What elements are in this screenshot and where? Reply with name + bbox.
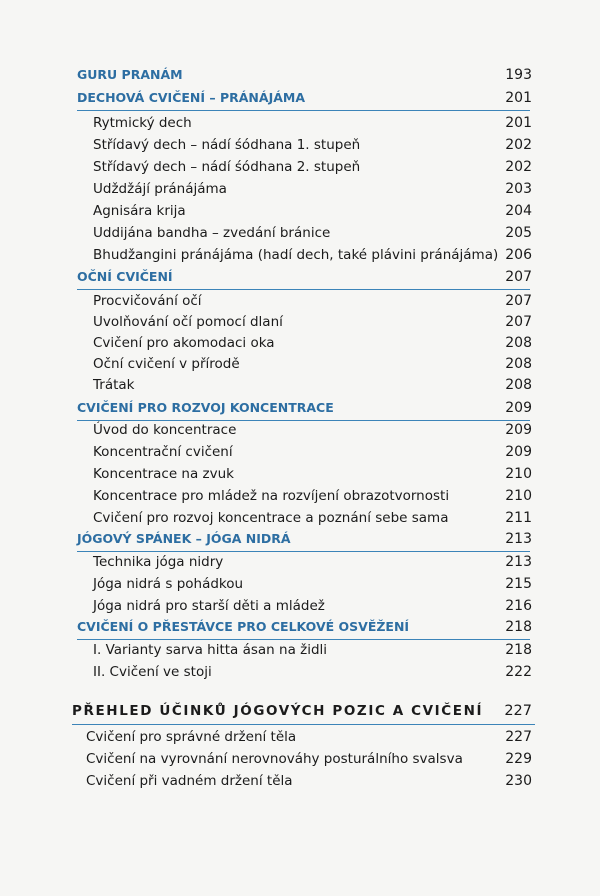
page-number: 218	[505, 619, 532, 635]
page-number: 204	[505, 203, 532, 219]
page-number: 209	[505, 444, 532, 460]
toc-entry	[0, 661, 600, 683]
page-number: 227	[504, 703, 532, 719]
chapter-rule	[72, 724, 535, 725]
page-number: 207	[505, 293, 532, 309]
entry-label: Procvičování očí	[93, 293, 202, 309]
page-number: 201	[505, 90, 532, 106]
toc-section	[0, 528, 600, 550]
entry-label: Technika jóga nidry	[93, 554, 224, 570]
page-number: 208	[505, 356, 532, 372]
page-number: 202	[505, 137, 532, 153]
page-number: 230	[505, 773, 532, 789]
toc-entry	[0, 290, 600, 312]
page-number: 210	[505, 466, 532, 482]
section-rule	[77, 110, 530, 111]
toc-section	[0, 266, 600, 288]
toc-section	[0, 87, 600, 109]
entry-label: II. Cvičení ve stoji	[93, 664, 212, 680]
toc-entry	[0, 353, 600, 375]
entry-label: Cvičení pro správné držení těla	[86, 729, 297, 745]
toc-entry	[0, 485, 600, 507]
toc-entry	[0, 726, 600, 748]
toc-entry	[0, 463, 600, 485]
toc-section	[0, 64, 600, 86]
page-number: 207	[505, 269, 532, 285]
page-number: 211	[505, 510, 532, 526]
page-number: 209	[505, 400, 532, 416]
entry-label: Jóga nidrá pro starší děti a mládež	[93, 598, 325, 614]
toc-entry	[0, 573, 600, 595]
entry-label: Oční cvičení v přírodě	[93, 356, 240, 372]
entry-label: Koncentrační cvičení	[93, 444, 233, 460]
page-number: 222	[505, 664, 532, 680]
page-number: 213	[505, 554, 532, 570]
toc-chapter	[0, 700, 600, 722]
section-title: JÓGOVÝ SPÁNEK – JÓGA NIDRÁ	[77, 531, 291, 546]
toc-entry	[0, 332, 600, 354]
page-number: 229	[505, 751, 532, 767]
entry-label: Cvičení při vadném držení těla	[86, 773, 293, 789]
section-title: OČNÍ CVIČENÍ	[77, 269, 173, 284]
toc-entry	[0, 156, 600, 178]
toc-entry	[0, 770, 600, 792]
toc-entry	[0, 748, 600, 770]
page-number: 208	[505, 377, 532, 393]
toc-entry	[0, 441, 600, 463]
chapter-title: PŘEHLED ÚČINKŮ JÓGOVÝCH POZIC A CVIČENÍ	[72, 703, 484, 719]
entry-label: Jóga nidrá s pohádkou	[93, 576, 244, 592]
entry-label: I. Varianty sarva hitta ásan na židli	[93, 642, 328, 658]
entry-label: Trátak	[93, 377, 135, 393]
entry-label: Cvičení na vyrovnání nerovnováhy posturálního svalsva	[86, 751, 463, 767]
page-number: 208	[505, 335, 532, 351]
page-number: 213	[505, 531, 532, 547]
page-number: 227	[505, 729, 532, 745]
toc-entry	[0, 178, 600, 200]
entry-label: Udždžájí pránájáma	[93, 181, 227, 197]
entry-label: Střídavý dech – nádí śódhana 2. stupeň	[93, 159, 361, 175]
page-number: 201	[505, 115, 532, 131]
toc-entry	[0, 311, 600, 333]
entry-label: Rytmický dech	[93, 115, 192, 131]
entry-label: Bhudžangini pránájáma (hadí dech, také plávini pránájáma)	[93, 247, 499, 263]
entry-label: Uvolňování očí pomocí dlaní	[93, 314, 283, 330]
page-number: 207	[505, 314, 532, 330]
toc-entry	[0, 551, 600, 573]
section-title: GURU PRANÁM	[77, 67, 183, 82]
toc-entry	[0, 419, 600, 441]
entry-label: Střídavý dech – nádí śódhana 1. stupeň	[93, 137, 361, 153]
toc-section	[0, 397, 600, 419]
entry-label: Agnisára krija	[93, 203, 186, 219]
toc-entry	[0, 639, 600, 661]
page-number: 205	[505, 225, 532, 241]
page-number: 202	[505, 159, 532, 175]
toc-entry	[0, 134, 600, 156]
page-number: 209	[505, 422, 532, 438]
toc-entry	[0, 595, 600, 617]
entry-label: Cvičení pro akomodaci oka	[93, 335, 275, 351]
entry-label: Cvičení pro rozvoj koncentrace a poznání sebe sama	[93, 510, 449, 526]
toc-entry	[0, 222, 600, 244]
toc-entry	[0, 507, 600, 529]
page-number: 215	[505, 576, 532, 592]
toc-entry	[0, 200, 600, 222]
toc-entry	[0, 374, 600, 396]
entry-label: Uddijána bandha – zvedání bránice	[93, 225, 331, 241]
page-number: 193	[505, 67, 532, 83]
entry-label: Koncentrace na zvuk	[93, 466, 234, 482]
section-title: CVIČENÍ PRO ROZVOJ KONCENTRACE	[77, 400, 334, 415]
toc-entry	[0, 112, 600, 134]
toc-section	[0, 616, 600, 638]
page-number: 210	[505, 488, 532, 504]
toc-entry	[0, 244, 600, 266]
page-number: 203	[505, 181, 532, 197]
page-number: 206	[505, 247, 532, 263]
entry-label: Koncentrace pro mládež na rozvíjení obrazotvornosti	[93, 488, 450, 504]
section-title: DECHOVÁ CVIČENÍ – PRÁNÁJÁMA	[77, 90, 306, 105]
entry-label: Úvod do koncentrace	[93, 422, 237, 438]
page-number: 216	[505, 598, 532, 614]
section-title: CVIČENÍ O PŘESTÁVCE PRO CELKOVÉ OSVĚŽENÍ	[77, 619, 410, 634]
page-number: 218	[505, 642, 532, 658]
